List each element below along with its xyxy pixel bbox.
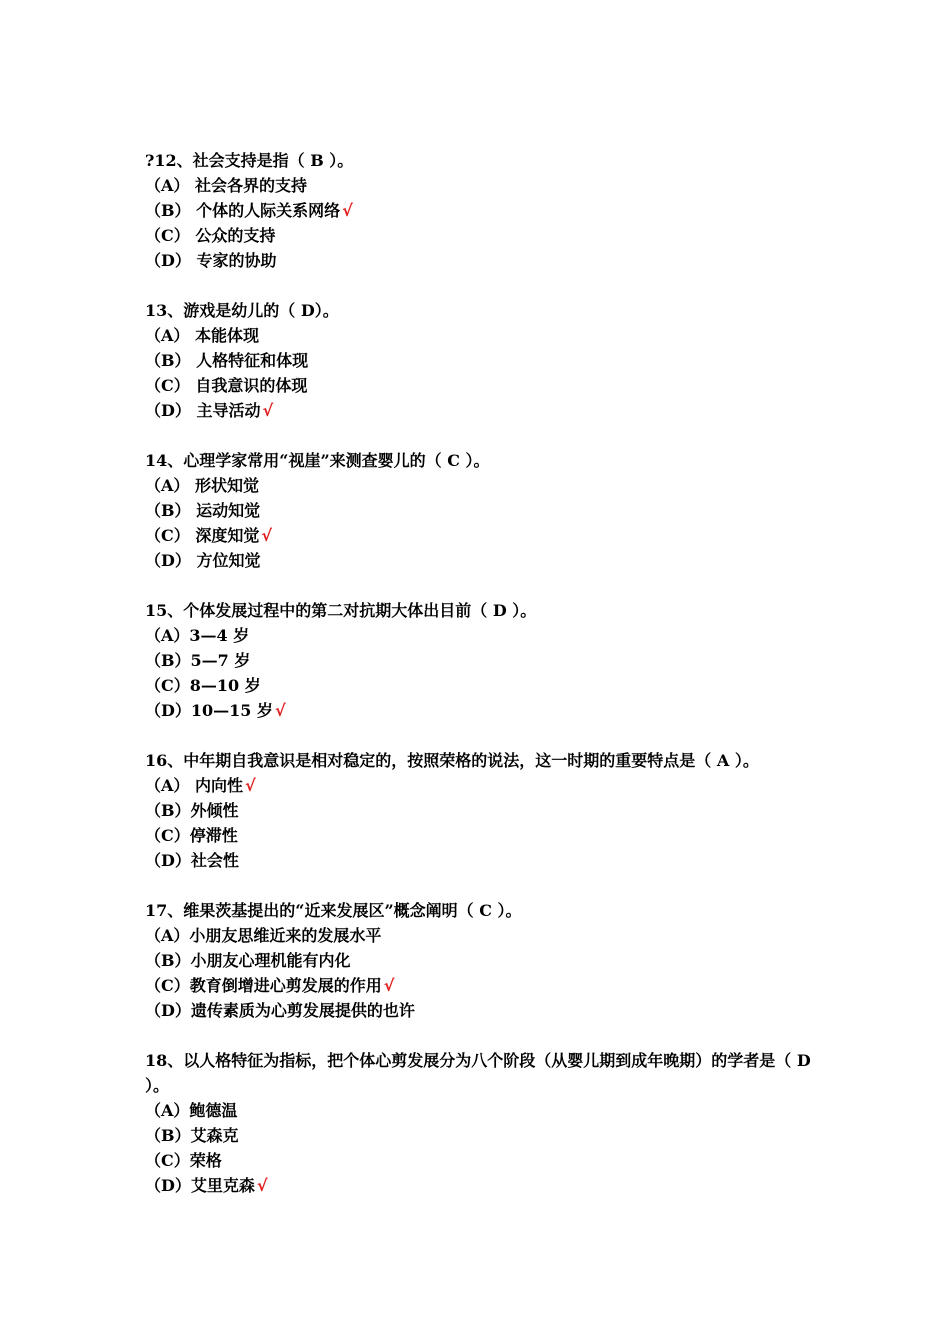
answer-option	[145, 848, 825, 873]
option-label: （D）	[145, 551, 191, 570]
answer-option	[145, 373, 825, 398]
answer-option	[145, 223, 825, 248]
answer-option	[145, 773, 825, 798]
option-label: （A）	[145, 1101, 190, 1120]
question-block	[145, 148, 825, 273]
option-label: （D）	[145, 1001, 191, 1020]
check-mark-icon: √	[383, 976, 395, 995]
check-mark-icon: √	[262, 401, 274, 420]
option-label: （A）	[145, 476, 190, 495]
option-label: （C）	[145, 376, 190, 395]
answer-option	[145, 173, 825, 198]
answer-option	[145, 1123, 825, 1148]
question-title: 17、维果茨基提出的“近来发展区”概念阐明（ C ）。	[145, 901, 522, 920]
option-label: （D）	[145, 251, 191, 270]
check-mark-icon: √	[275, 701, 286, 720]
option-text: 艾里克森	[190, 1176, 255, 1195]
option-label: （B）	[145, 1126, 191, 1145]
option-text: 小朋友心理机能有内化	[190, 951, 351, 970]
option-text: 人格特征和体现	[190, 351, 309, 370]
option-text: 3—4 岁	[189, 626, 250, 645]
option-label: （B）	[145, 501, 191, 520]
question-block	[145, 1048, 825, 1198]
option-label: （D）	[145, 401, 191, 420]
answer-option	[145, 248, 825, 273]
answer-option	[145, 648, 825, 673]
answer-option	[145, 1148, 825, 1173]
answer-option	[145, 523, 825, 548]
question-block	[145, 598, 825, 723]
answer-option	[145, 998, 825, 1023]
option-label: （B）	[145, 351, 191, 370]
option-text: 内向性	[189, 776, 243, 795]
option-label: （C）	[145, 526, 190, 545]
option-label: （A）	[145, 326, 190, 345]
question-list	[145, 148, 825, 1223]
option-text: 鲍德温	[189, 1101, 238, 1120]
option-text: 外倾性	[190, 801, 239, 820]
option-text: 本能体现	[189, 326, 259, 345]
answer-option	[145, 398, 825, 423]
question-block	[145, 298, 825, 423]
question-title: 16、中年期自我意识是相对稳定的，按照荣格的说法，这一时期的重要特点是（ A ）。	[145, 751, 759, 770]
answer-option	[145, 1098, 825, 1123]
option-text: 专家的协助	[190, 251, 277, 270]
option-text: 小朋友思维近来的发展水平	[189, 926, 382, 945]
option-text: 方位知觉	[190, 551, 261, 570]
check-mark-icon: √	[342, 201, 353, 220]
option-label: （C）	[145, 976, 190, 995]
option-text: 5—7 岁	[190, 651, 251, 670]
question-title: 15、个体发展过程中的第二对抗期大体出目前（ D ）。	[145, 601, 537, 620]
answer-option	[145, 948, 825, 973]
option-label: （A）	[145, 926, 190, 945]
question-block	[145, 448, 825, 573]
question-title: 18、以人格特征为指标，把个体心剪发展分为八个阶段（从婴儿期到成年晚期）的学者是（ D ）。	[145, 1051, 811, 1095]
answer-option	[145, 973, 825, 998]
option-label: （B）	[145, 801, 191, 820]
option-text: 个体的人际关系网络	[190, 201, 341, 220]
option-label: （A）	[145, 626, 190, 645]
check-mark-icon: √	[261, 526, 272, 545]
answer-option	[145, 473, 825, 498]
option-text: 形状知觉	[189, 476, 259, 495]
option-text: 教育倒增进心剪发展的作用	[189, 976, 382, 995]
check-mark-icon: √	[245, 776, 256, 795]
answer-option	[145, 673, 825, 698]
option-label: （D）	[145, 851, 191, 870]
option-text: 深度知觉	[189, 526, 260, 545]
option-text: 遗传素质为心剪发展提供的也许	[190, 1001, 415, 1020]
option-label: （B）	[145, 951, 191, 970]
option-text: 荣格	[189, 1151, 222, 1170]
option-label: （A）	[145, 776, 190, 795]
answer-option	[145, 548, 825, 573]
answer-option	[145, 623, 825, 648]
option-label: （D）	[145, 1176, 191, 1195]
option-text: 艾森克	[190, 1126, 239, 1145]
answer-option	[145, 923, 825, 948]
answer-option	[145, 1173, 825, 1198]
option-text: 10—15 岁	[190, 701, 273, 720]
answer-option	[145, 823, 825, 848]
question-block	[145, 898, 825, 1023]
question-title: ?12、社会支持是指（ B ）。	[145, 151, 354, 170]
answer-option	[145, 498, 825, 523]
option-label: （A）	[145, 176, 190, 195]
answer-option	[145, 198, 825, 223]
option-text: 停滞性	[189, 826, 238, 845]
option-text: 自我意识的体现	[189, 376, 308, 395]
option-label: （D）	[145, 701, 191, 720]
question-title: 14、心理学家常用“视崖”来测查婴儿的（ C ）。	[145, 451, 490, 470]
answer-option	[145, 698, 825, 723]
option-text: 公众的支持	[189, 226, 276, 245]
option-text: 8—10 岁	[189, 676, 261, 695]
question-block	[145, 748, 825, 873]
option-label: （C）	[145, 226, 190, 245]
check-mark-icon: √	[256, 1176, 268, 1195]
option-label: （C）	[145, 1151, 190, 1170]
option-label: （B）	[145, 201, 191, 220]
answer-option	[145, 798, 825, 823]
answer-option	[145, 323, 825, 348]
option-label: （C）	[145, 826, 190, 845]
option-text: 社会各界的支持	[189, 176, 307, 195]
option-text: 主导活动	[190, 401, 261, 420]
option-label: （C）	[145, 676, 190, 695]
option-text: 运动知觉	[190, 501, 261, 520]
option-label: （B）	[145, 651, 191, 670]
answer-option	[145, 348, 825, 373]
option-text: 社会性	[190, 851, 239, 870]
question-title: 13、游戏是幼儿的（ D）。	[145, 301, 339, 320]
